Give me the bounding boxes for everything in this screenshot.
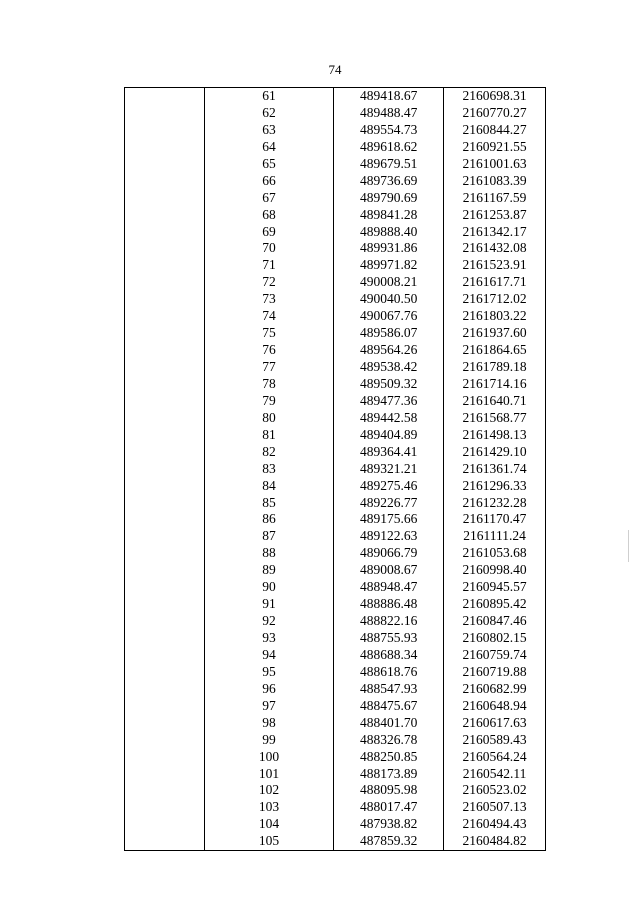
point-number-cell: 90 [204,579,334,596]
x-coordinate-cell: 489554.73 [334,122,444,139]
x-coordinate-cell: 489586.07 [334,325,444,342]
point-number-cell: 100 [204,749,334,766]
table-row [125,444,546,461]
point-number-cell: 63 [204,122,334,139]
point-number-cell: 89 [204,562,334,579]
point-number-cell: 83 [204,461,334,478]
empty-cell [125,478,205,495]
point-number-cell: 72 [204,274,334,291]
table-row [125,545,546,562]
x-coordinate-cell: 489971.82 [334,257,444,274]
empty-cell [125,88,205,105]
table-row [125,579,546,596]
empty-cell [125,613,205,630]
y-coordinate-cell: 2160682.99 [444,681,546,698]
point-number-cell: 82 [204,444,334,461]
point-number-cell: 76 [204,342,334,359]
x-coordinate-cell: 489790.69 [334,190,444,207]
x-coordinate-cell: 488618.76 [334,664,444,681]
y-coordinate-cell: 2160921.55 [444,139,546,156]
y-coordinate-cell: 2160770.27 [444,105,546,122]
point-number-cell: 93 [204,630,334,647]
x-coordinate-cell: 489175.66 [334,511,444,528]
y-coordinate-cell: 2161053.68 [444,545,546,562]
point-number-cell: 75 [204,325,334,342]
y-coordinate-cell: 2161429.10 [444,444,546,461]
point-number-cell: 64 [204,139,334,156]
x-coordinate-cell: 489122.63 [334,528,444,545]
x-coordinate-cell: 489564.26 [334,342,444,359]
y-coordinate-cell: 2161523.91 [444,257,546,274]
table-row [125,342,546,359]
x-coordinate-cell: 488173.89 [334,766,444,783]
y-coordinate-cell: 2161253.87 [444,207,546,224]
x-coordinate-cell: 489364.41 [334,444,444,461]
x-coordinate-cell: 490067.76 [334,308,444,325]
x-coordinate-cell: 488688.34 [334,647,444,664]
coordinates-table [124,87,546,851]
table-row [125,173,546,190]
empty-cell [125,715,205,732]
x-coordinate-cell: 489841.28 [334,207,444,224]
x-coordinate-cell: 489226.77 [334,495,444,512]
point-number-cell: 81 [204,427,334,444]
table-row [125,105,546,122]
empty-cell [125,122,205,139]
table-row [125,630,546,647]
x-coordinate-cell: 487938.82 [334,816,444,833]
table-row [125,732,546,749]
y-coordinate-cell: 2160759.74 [444,647,546,664]
x-coordinate-cell: 488822.16 [334,613,444,630]
table-row [125,393,546,410]
x-coordinate-cell: 489275.46 [334,478,444,495]
table-row [125,156,546,173]
point-number-cell: 101 [204,766,334,783]
x-coordinate-cell: 488095.98 [334,782,444,799]
empty-cell [125,224,205,241]
x-coordinate-cell: 489618.62 [334,139,444,156]
table-row [125,833,546,850]
y-coordinate-cell: 2161712.02 [444,291,546,308]
table-row [125,766,546,783]
point-number-cell: 85 [204,495,334,512]
table-row [125,799,546,816]
table-row [125,88,546,105]
table-row [125,715,546,732]
empty-cell [125,359,205,376]
point-number-cell: 102 [204,782,334,799]
empty-cell [125,579,205,596]
point-number-cell: 74 [204,308,334,325]
empty-cell [125,173,205,190]
x-coordinate-cell: 489404.89 [334,427,444,444]
empty-cell [125,139,205,156]
x-coordinate-cell: 489418.67 [334,88,444,105]
y-coordinate-cell: 2161342.17 [444,224,546,241]
point-number-cell: 68 [204,207,334,224]
empty-cell [125,630,205,647]
empty-cell [125,749,205,766]
empty-cell [125,596,205,613]
table-row [125,207,546,224]
point-number-cell: 69 [204,224,334,241]
x-coordinate-cell: 489442.58 [334,410,444,427]
table-row [125,224,546,241]
x-coordinate-cell: 489538.42 [334,359,444,376]
table-row [125,291,546,308]
empty-cell [125,799,205,816]
point-number-cell: 77 [204,359,334,376]
empty-cell [125,681,205,698]
table-row [125,782,546,799]
y-coordinate-cell: 2160998.40 [444,562,546,579]
empty-cell [125,156,205,173]
point-number-cell: 62 [204,105,334,122]
y-coordinate-cell: 2161232.28 [444,495,546,512]
point-number-cell: 104 [204,816,334,833]
table-row [125,613,546,630]
point-number-cell: 84 [204,478,334,495]
point-number-cell: 65 [204,156,334,173]
y-coordinate-cell: 2160542.11 [444,766,546,783]
empty-cell [125,461,205,478]
y-coordinate-cell: 2161083.39 [444,173,546,190]
table-row [125,257,546,274]
table-row [125,816,546,833]
scan-artifact-line [628,530,629,562]
point-number-cell: 98 [204,715,334,732]
table-row [125,749,546,766]
empty-cell [125,291,205,308]
table-row [125,410,546,427]
empty-cell [125,240,205,257]
table-row [125,681,546,698]
table-row [125,495,546,512]
empty-cell [125,816,205,833]
x-coordinate-cell: 489888.40 [334,224,444,241]
point-number-cell: 95 [204,664,334,681]
table-row [125,528,546,545]
empty-cell [125,511,205,528]
point-number-cell: 70 [204,240,334,257]
x-coordinate-cell: 488017.47 [334,799,444,816]
coordinates-table-body [125,88,546,851]
y-coordinate-cell: 2161361.74 [444,461,546,478]
y-coordinate-cell: 2160523.02 [444,782,546,799]
x-coordinate-cell: 488547.93 [334,681,444,698]
y-coordinate-cell: 2161432.08 [444,240,546,257]
point-number-cell: 96 [204,681,334,698]
y-coordinate-cell: 2160507.13 [444,799,546,816]
y-coordinate-cell: 2161789.18 [444,359,546,376]
empty-cell [125,528,205,545]
table-row [125,190,546,207]
y-coordinate-cell: 2161803.22 [444,308,546,325]
y-coordinate-cell: 2160494.43 [444,816,546,833]
table-row [125,325,546,342]
y-coordinate-cell: 2160648.94 [444,698,546,715]
x-coordinate-cell: 489736.69 [334,173,444,190]
x-coordinate-cell: 487859.32 [334,833,444,850]
point-number-cell: 94 [204,647,334,664]
y-coordinate-cell: 2160895.42 [444,596,546,613]
table-row [125,698,546,715]
point-number-cell: 97 [204,698,334,715]
table-row [125,122,546,139]
table-row [125,139,546,156]
x-coordinate-cell: 488886.48 [334,596,444,613]
empty-cell [125,427,205,444]
empty-cell [125,495,205,512]
table-row [125,240,546,257]
point-number-cell: 78 [204,376,334,393]
empty-cell [125,105,205,122]
x-coordinate-cell: 489488.47 [334,105,444,122]
empty-cell [125,766,205,783]
table-row [125,596,546,613]
point-number-cell: 61 [204,88,334,105]
point-number-cell: 79 [204,393,334,410]
table-row [125,376,546,393]
empty-cell [125,274,205,291]
y-coordinate-cell: 2160847.46 [444,613,546,630]
x-coordinate-cell: 489321.21 [334,461,444,478]
point-number-cell: 92 [204,613,334,630]
empty-cell [125,393,205,410]
y-coordinate-cell: 2161498.13 [444,427,546,444]
x-coordinate-cell: 489477.36 [334,393,444,410]
point-number-cell: 71 [204,257,334,274]
point-number-cell: 88 [204,545,334,562]
empty-cell [125,664,205,681]
x-coordinate-cell: 489066.79 [334,545,444,562]
empty-cell [125,190,205,207]
empty-cell [125,647,205,664]
table-row [125,562,546,579]
empty-cell [125,257,205,274]
empty-cell [125,698,205,715]
x-coordinate-cell: 488401.70 [334,715,444,732]
table-row [125,461,546,478]
point-number-cell: 105 [204,833,334,850]
point-number-cell: 91 [204,596,334,613]
table-row [125,478,546,495]
point-number-cell: 67 [204,190,334,207]
table-row [125,511,546,528]
x-coordinate-cell: 489679.51 [334,156,444,173]
table-row [125,359,546,376]
empty-cell [125,444,205,461]
y-coordinate-cell: 2161864.65 [444,342,546,359]
table-row [125,647,546,664]
point-number-cell: 86 [204,511,334,528]
x-coordinate-cell: 488475.67 [334,698,444,715]
y-coordinate-cell: 2161714.16 [444,376,546,393]
y-coordinate-cell: 2161640.71 [444,393,546,410]
y-coordinate-cell: 2161170.47 [444,511,546,528]
page-number: 74 [328,62,342,77]
empty-cell [125,376,205,393]
table-row [125,427,546,444]
y-coordinate-cell: 2161617.71 [444,274,546,291]
empty-cell [125,782,205,799]
y-coordinate-cell: 2161111.24 [444,528,546,545]
x-coordinate-cell: 489008.67 [334,562,444,579]
x-coordinate-cell: 488250.85 [334,749,444,766]
empty-cell [125,833,205,850]
y-coordinate-cell: 2161937.60 [444,325,546,342]
y-coordinate-cell: 2160484.82 [444,833,546,850]
y-coordinate-cell: 2160945.57 [444,579,546,596]
point-number-cell: 73 [204,291,334,308]
x-coordinate-cell: 488326.78 [334,732,444,749]
empty-cell [125,207,205,224]
point-number-cell: 66 [204,173,334,190]
y-coordinate-cell: 2160844.27 [444,122,546,139]
table-row [125,664,546,681]
y-coordinate-cell: 2160617.63 [444,715,546,732]
empty-cell [125,342,205,359]
empty-cell [125,325,205,342]
x-coordinate-cell: 488948.47 [334,579,444,596]
x-coordinate-cell: 489509.32 [334,376,444,393]
y-coordinate-cell: 2161167.59 [444,190,546,207]
empty-cell [125,410,205,427]
y-coordinate-cell: 2161296.33 [444,478,546,495]
empty-cell [125,732,205,749]
x-coordinate-cell: 490008.21 [334,274,444,291]
y-coordinate-cell: 2161001.63 [444,156,546,173]
empty-cell [125,545,205,562]
x-coordinate-cell: 488755.93 [334,630,444,647]
x-coordinate-cell: 489931.86 [334,240,444,257]
y-coordinate-cell: 2160698.31 [444,88,546,105]
table-row [125,274,546,291]
x-coordinate-cell: 490040.50 [334,291,444,308]
point-number-cell: 99 [204,732,334,749]
empty-cell [125,308,205,325]
y-coordinate-cell: 2160589.43 [444,732,546,749]
y-coordinate-cell: 2160802.15 [444,630,546,647]
y-coordinate-cell: 2160564.24 [444,749,546,766]
y-coordinate-cell: 2161568.77 [444,410,546,427]
point-number-cell: 87 [204,528,334,545]
point-number-cell: 103 [204,799,334,816]
empty-cell [125,562,205,579]
y-coordinate-cell: 2160719.88 [444,664,546,681]
table-row [125,308,546,325]
point-number-cell: 80 [204,410,334,427]
